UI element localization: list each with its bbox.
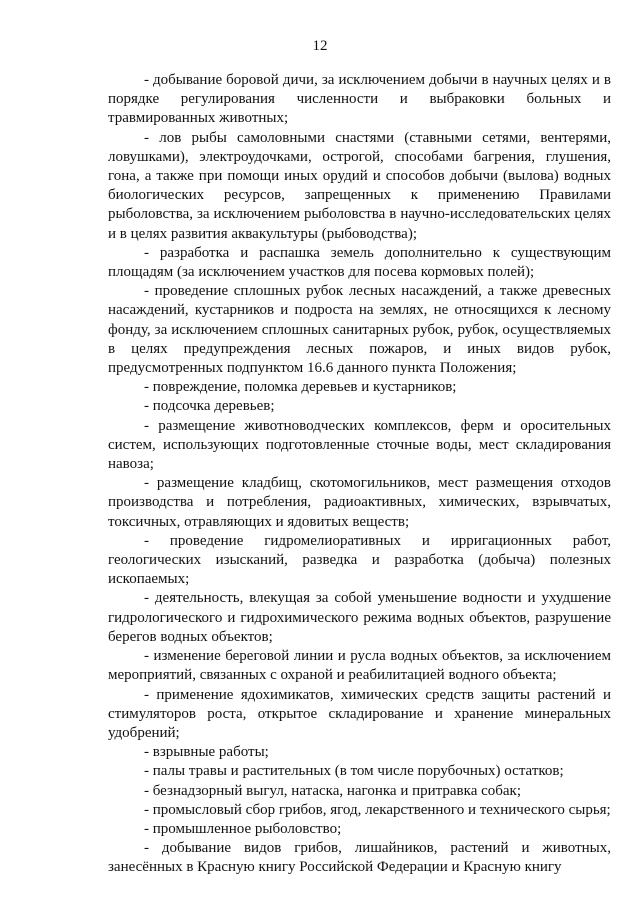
prohibition-item: - безнадзорный выгул, натаска, нагонка и притравка собак;	[144, 782, 522, 799]
prohibition-item: - повреждение, поломка деревьев и кустарников;	[144, 379, 457, 396]
prohibition-item: - применение ядохимикатов, химических средств защиты растений и стимуляторов роста, открытое складирование и хранение минеральных удобрений;	[108, 686, 611, 741]
prohibition-item: - разработка и распашка земель дополнительно к существующим площадям (за исключением участков для посева кормовых полей);	[108, 244, 611, 281]
prohibition-item: - добывание боровой дичи, за исключением добычи в научных целях и в порядке регулирования численности и выбраковки больных и травмированных животных;	[108, 72, 611, 127]
prohibition-item: - проведение сплошных рубок лесных насаждений, а также древесных насаждений, кустарников и подроста на землях, не относящихся к лесному фонду, за исключением сплошных санитарных рубок, рубок, осуществляемых в целях предупреждения лесных пожаров, и иных видов рубок, предусмотренных подпунктом 16.6 данного пункта Положения;	[108, 283, 611, 377]
prohibition-item: - промышленное рыболовство;	[144, 820, 342, 837]
document-body	[108, 71, 611, 878]
prohibition-item: - изменение береговой линии и русла водных объектов, за исключением мероприятий, связанных с охраной и реабилитацией водного объекта;	[108, 648, 611, 684]
prohibition-item: - деятельность, влекущая за собой уменьшение водности и ухудшение гидрологического и гидрохимического режима водных объектов, разрушение берегов водных объектов;	[108, 590, 611, 645]
prohibition-item: - взрывные работы;	[144, 744, 269, 761]
page-number: 12	[312, 38, 328, 54]
prohibition-item: - лов рыбы самоловными снастями (ставными сетями, вентерями, ловушками), электроудочками, острогой, способами багрения, глушения, гона, а также при помощи иных орудий и способов добычи (вылова) водных биологических ресурсов, запрещенных к применению Правилами рыболовства, за исключением рыболовства в научно-исследовательских целях и в целях развития аквакультуры (рыбоводства);	[108, 129, 611, 242]
prohibition-item: - размещение кладбищ, скотомогильников, мест размещения отходов производства и потребления, радиоактивных, химических, взрывчатых, токсичных, отравляющих и ядовитых веществ;	[108, 475, 611, 530]
prohibition-item: - подсочка деревьев;	[144, 398, 275, 415]
prohibition-item: - проведение гидромелиоративных и ирригационных работ, геологических изысканий, разведка и разработка (добыча) полезных ископаемых;	[108, 532, 611, 588]
prohibition-item: - размещение животноводческих комплексов, ферм и оросительных систем, использующих подготовленные сточные воды, мест складирования навоза;	[108, 417, 611, 473]
prohibition-item: - палы травы и растительных (в том числе порубочных) остатков;	[144, 763, 564, 780]
prohibition-item: - добывание видов грибов, лишайников, растений и животных, занесённых в Красную книгу Российской Федерации и Красную книгу	[108, 840, 611, 876]
prohibition-item: - промысловый сбор грибов, ягод, лекарственного и технического сырья;	[144, 801, 611, 818]
